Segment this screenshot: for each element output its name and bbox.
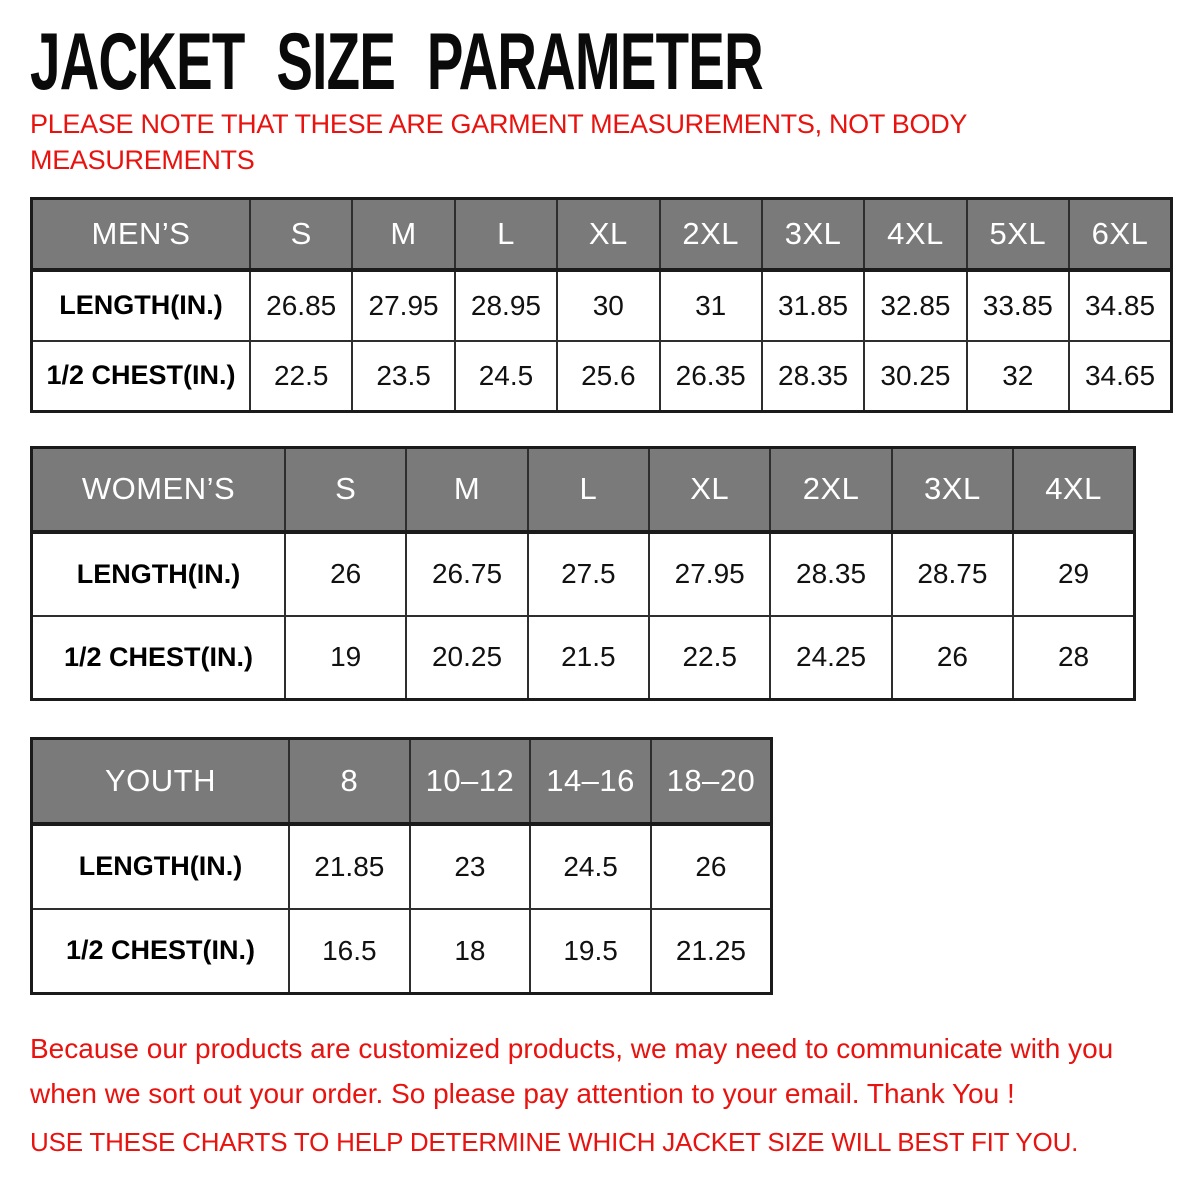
table-category-cell: YOUTH bbox=[32, 739, 290, 824]
value-cell: 23 bbox=[410, 824, 531, 909]
value-cell: 33.85 bbox=[967, 270, 1069, 341]
youth-size-table bbox=[30, 737, 773, 995]
value-cell: 21.25 bbox=[651, 909, 772, 994]
table-row bbox=[32, 909, 772, 994]
footer-usage-note: USE THESE CHARTS TO HELP DETERMINE WHICH JACKET SIZE WILL BEST FIT YOU. bbox=[30, 1127, 1079, 1157]
value-cell: 24.5 bbox=[530, 824, 651, 909]
table-row bbox=[32, 824, 772, 909]
value-cell: 20.25 bbox=[406, 616, 527, 700]
size-header-cell: 8 bbox=[289, 739, 410, 824]
value-cell: 24.25 bbox=[770, 616, 891, 700]
value-cell: 31 bbox=[660, 270, 762, 341]
size-header-cell: S bbox=[285, 448, 406, 532]
value-cell: 28.95 bbox=[455, 270, 557, 341]
value-cell: 34.85 bbox=[1069, 270, 1172, 341]
value-cell: 29 bbox=[1013, 532, 1134, 616]
value-cell: 32 bbox=[967, 341, 1069, 412]
size-header-cell: 3XL bbox=[892, 448, 1013, 532]
value-cell: 19.5 bbox=[530, 909, 651, 994]
value-cell: 28.35 bbox=[770, 532, 891, 616]
size-header-cell: 3XL bbox=[762, 199, 864, 270]
size-header-cell: S bbox=[250, 199, 352, 270]
value-cell: 30 bbox=[557, 270, 659, 341]
value-cell: 21.85 bbox=[289, 824, 410, 909]
footer-communication-note: Because our products are customized products, we may need to communicate with you when we sort out your order. So please pay attention to your email. Thank You ! bbox=[30, 1033, 1114, 1109]
value-cell: 26 bbox=[285, 532, 406, 616]
value-cell: 27.95 bbox=[352, 270, 454, 341]
table-category-cell: WOMEN’S bbox=[32, 448, 286, 532]
value-cell: 28.35 bbox=[762, 341, 864, 412]
value-cell: 26 bbox=[651, 824, 772, 909]
size-header-cell: M bbox=[406, 448, 527, 532]
value-cell: 24.5 bbox=[455, 341, 557, 412]
value-cell: 30.25 bbox=[864, 341, 966, 412]
table-header-row bbox=[32, 739, 772, 824]
value-cell: 28 bbox=[1013, 616, 1134, 700]
size-header-cell: 18–20 bbox=[651, 739, 772, 824]
size-header-cell: XL bbox=[649, 448, 770, 532]
value-cell: 32.85 bbox=[864, 270, 966, 341]
page-title: JACKET SIZE PARAMETER bbox=[30, 16, 763, 107]
value-cell: 21.5 bbox=[528, 616, 649, 700]
size-header-cell: L bbox=[455, 199, 557, 270]
size-header-cell: 2XL bbox=[770, 448, 891, 532]
row-label-cell: 1/2 CHEST(IN.) bbox=[32, 909, 290, 994]
size-header-cell: 2XL bbox=[660, 199, 762, 270]
size-header-cell: 14–16 bbox=[530, 739, 651, 824]
size-header-cell: M bbox=[352, 199, 454, 270]
garment-measurement-note: PLEASE NOTE THAT THESE ARE GARMENT MEASUREMENTS, NOT BODY MEASUREMENTS bbox=[30, 109, 967, 175]
value-cell: 26 bbox=[892, 616, 1013, 700]
table-category-cell: MEN’S bbox=[32, 199, 251, 270]
size-header-cell: 5XL bbox=[967, 199, 1069, 270]
size-header-cell: 4XL bbox=[864, 199, 966, 270]
row-label-cell: LENGTH(IN.) bbox=[32, 824, 290, 909]
size-header-cell: L bbox=[528, 448, 649, 532]
value-cell: 23.5 bbox=[352, 341, 454, 412]
value-cell: 22.5 bbox=[649, 616, 770, 700]
value-cell: 31.85 bbox=[762, 270, 864, 341]
row-label-cell: LENGTH(IN.) bbox=[32, 270, 251, 341]
row-label-cell: 1/2 CHEST(IN.) bbox=[32, 341, 251, 412]
womens-size-table bbox=[30, 446, 1136, 701]
value-cell: 27.95 bbox=[649, 532, 770, 616]
value-cell: 19 bbox=[285, 616, 406, 700]
size-header-cell: 6XL bbox=[1069, 199, 1172, 270]
value-cell: 28.75 bbox=[892, 532, 1013, 616]
row-label-cell: 1/2 CHEST(IN.) bbox=[32, 616, 286, 700]
size-header-cell: 4XL bbox=[1013, 448, 1134, 532]
value-cell: 18 bbox=[410, 909, 531, 994]
value-cell: 22.5 bbox=[250, 341, 352, 412]
table-header-row bbox=[32, 448, 1135, 532]
mens-size-table bbox=[30, 197, 1173, 413]
table-row bbox=[32, 532, 1135, 616]
size-header-cell: 10–12 bbox=[410, 739, 531, 824]
value-cell: 34.65 bbox=[1069, 341, 1172, 412]
value-cell: 16.5 bbox=[289, 909, 410, 994]
table-row bbox=[32, 341, 1172, 412]
value-cell: 26.85 bbox=[250, 270, 352, 341]
row-label-cell: LENGTH(IN.) bbox=[32, 532, 286, 616]
size-header-cell: XL bbox=[557, 199, 659, 270]
table-row bbox=[32, 616, 1135, 700]
value-cell: 26.35 bbox=[660, 341, 762, 412]
table-row bbox=[32, 270, 1172, 341]
value-cell: 25.6 bbox=[557, 341, 659, 412]
table-header-row bbox=[32, 199, 1172, 270]
value-cell: 26.75 bbox=[406, 532, 527, 616]
value-cell: 27.5 bbox=[528, 532, 649, 616]
